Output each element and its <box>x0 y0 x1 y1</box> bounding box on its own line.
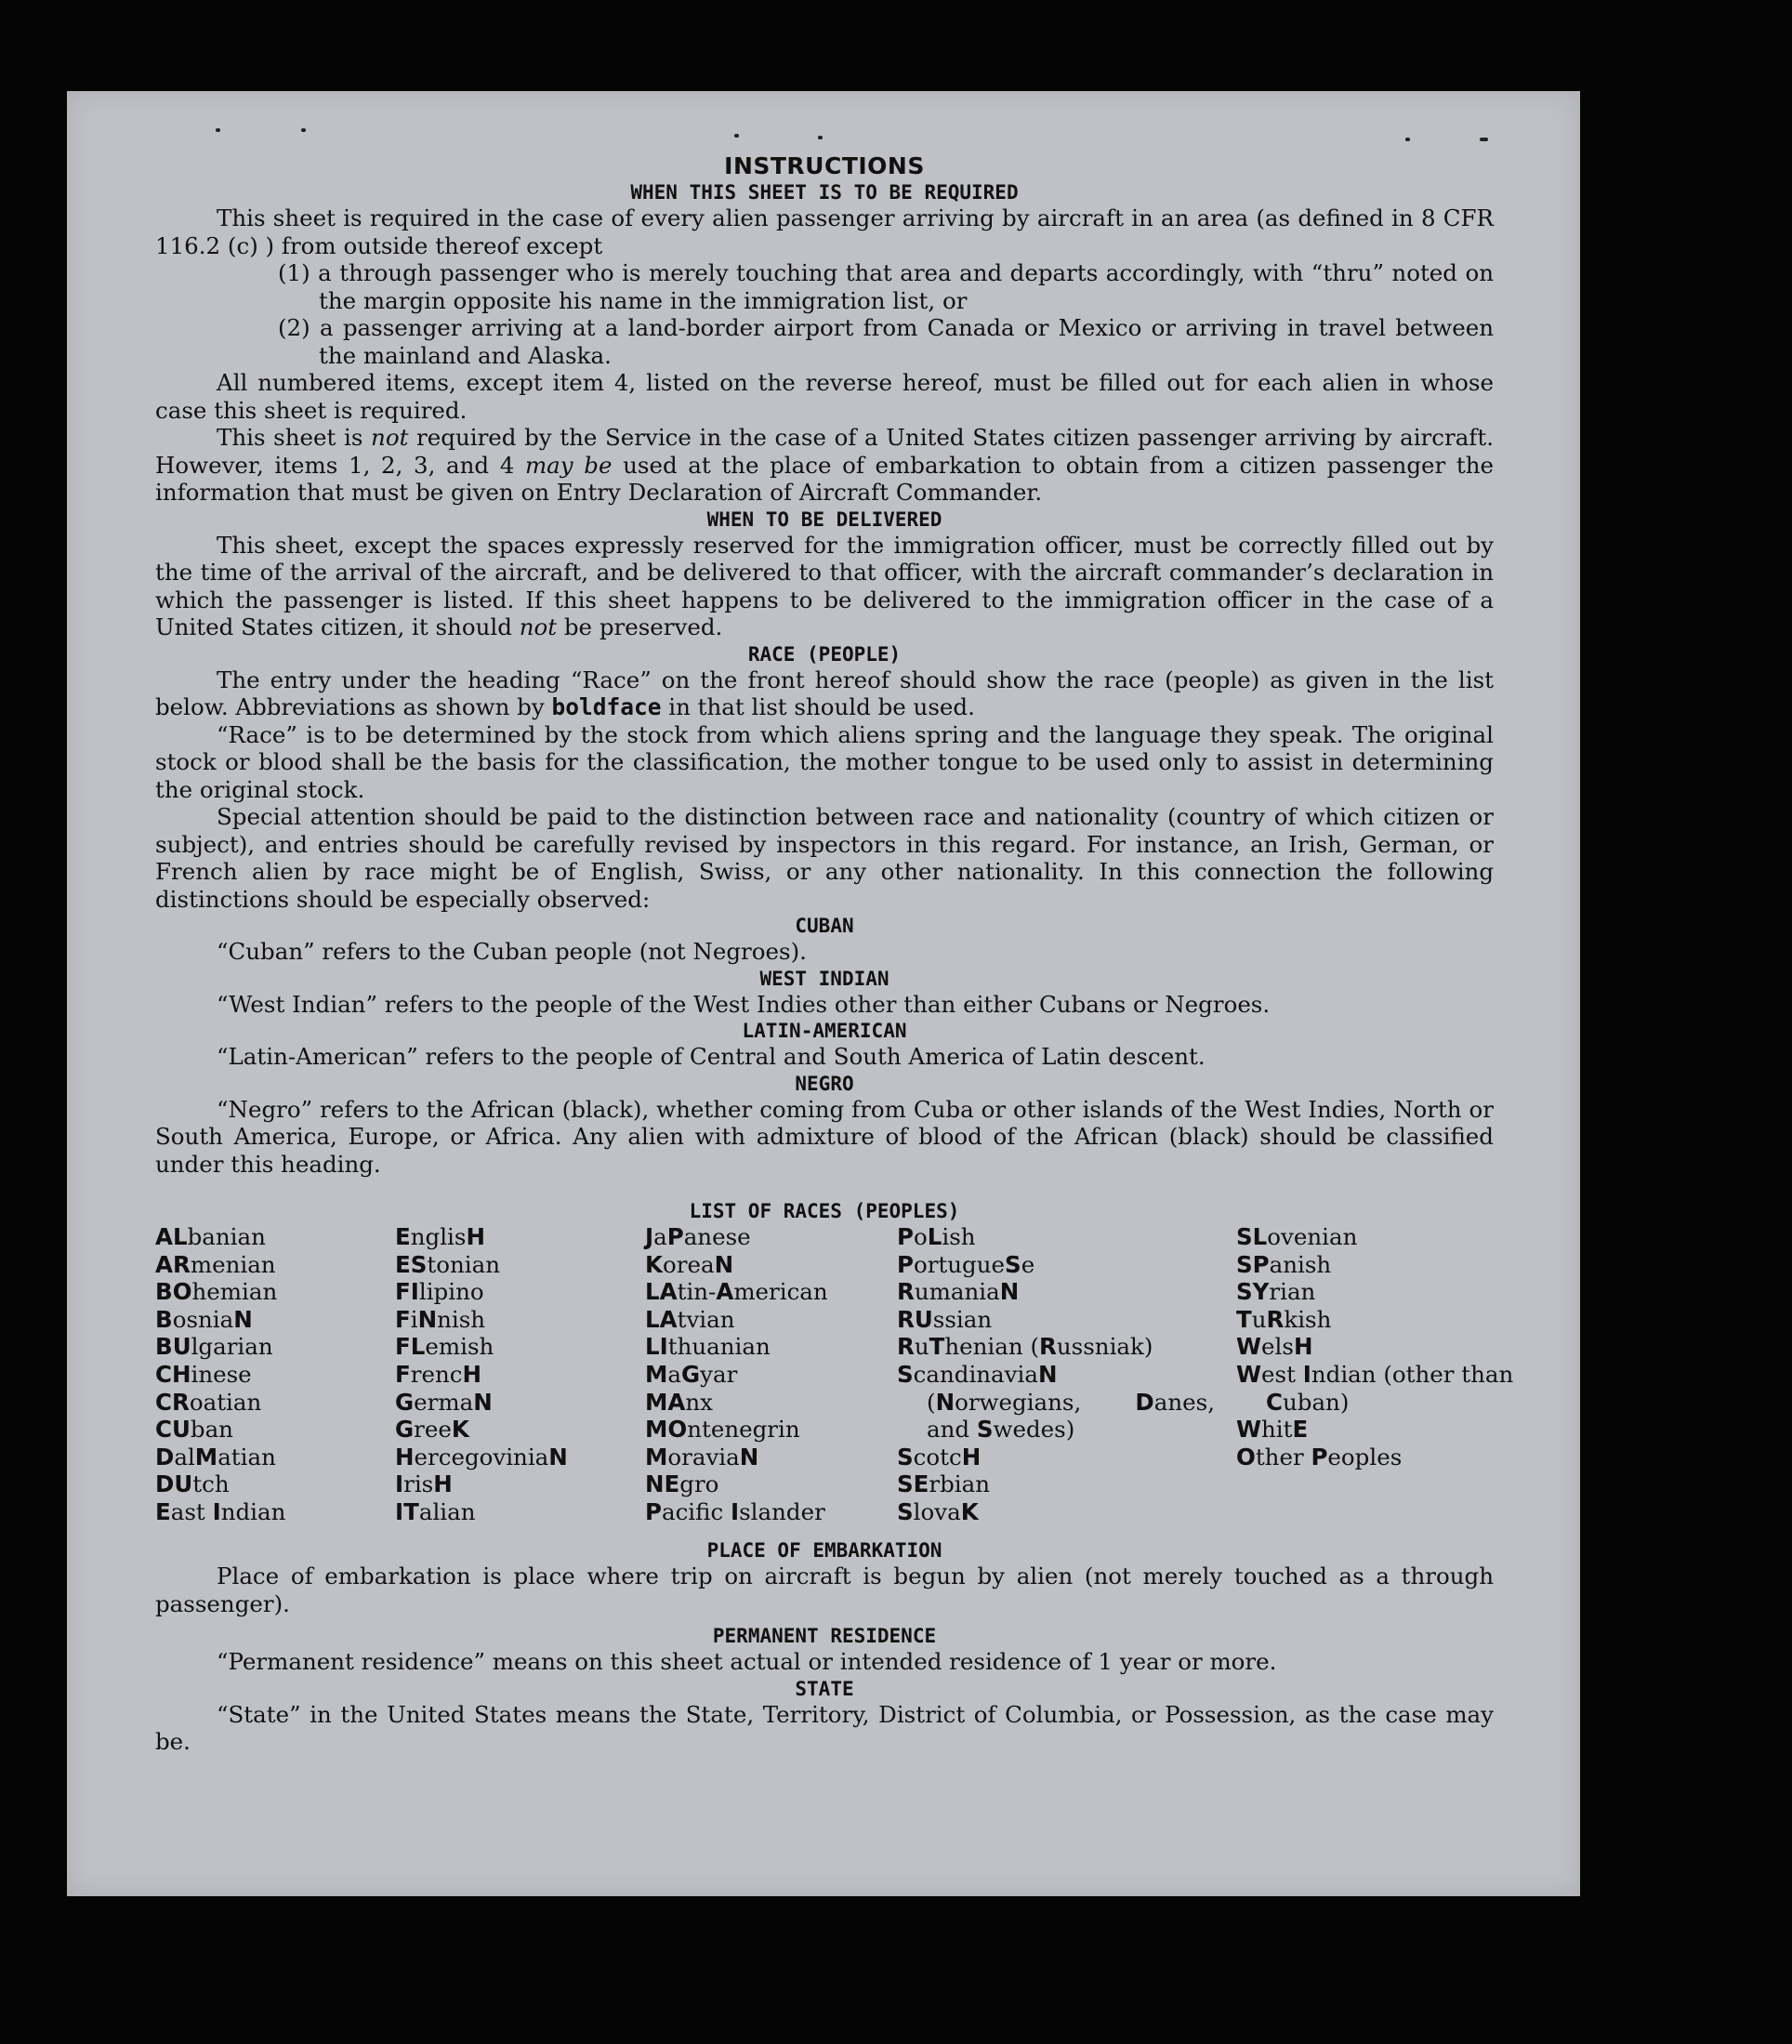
exception-item-2: (2) a passenger arriving at a land-border airport from Canada or Mexico or arriving in travel between the mainland and Alaska. <box>278 314 1494 369</box>
paragraph-race-entry: The entry under the heading “Race” on the front hereof should show the race (people) as given in the list below. Abbreviations as shown by boldface in that list should be used. <box>155 666 1494 720</box>
paragraph-required: This sheet is required in the case of every alien passenger arriving by aircraft in an area (as defined in 8 CFR 116.2 (c) ) from outside thereof except <box>155 204 1494 259</box>
list-item: RuThenian (Russniak) <box>897 1333 1153 1361</box>
paragraph-negro: “Negro” refers to the African (black), whether coming from Cuba or other islands of the West Indies, North or South America, Europe, or Africa. Any alien with admixture of blood of the African (black) should be classified under this heading. <box>155 1095 1494 1178</box>
heading-cuban: CUBAN <box>795 915 854 937</box>
races-column-3 <box>645 1223 887 1526</box>
list-item: SLovenian <box>1236 1223 1358 1250</box>
list-item: GreeK <box>395 1416 469 1444</box>
heading-latin-american: LATIN-AMERICAN <box>742 1020 907 1042</box>
list-item: TuRkish <box>1236 1305 1332 1333</box>
list-item: RumaniaN <box>897 1278 1020 1306</box>
list-item: CUban <box>155 1416 233 1444</box>
list-item: MoraviaN <box>645 1443 759 1470</box>
paragraph-embarkation: Place of embarkation is place where trip on aircraft is begun by alien (not merely touched as a through passenger). <box>155 1563 1494 1617</box>
heading-state: STATE <box>795 1677 854 1700</box>
list-item: WelsH <box>1236 1333 1313 1361</box>
races-list <box>155 1223 1514 1530</box>
heading-when-required: WHEN THIS SHEET IS TO BE REQUIRED <box>630 181 1019 204</box>
heading-list-of-races: LIST OF RACES (PEOPLES) <box>689 1200 960 1222</box>
paragraph-race-nationality: Special attention should be paid to the distinction between race and nationality (country of which citizen or subject), and entries should be carefully revised by inspectors in this regard. For instance, an Irish, German, or French alien by race might be of English, Swiss, or any other nationality. In this connection the following distinctions should be especially observed: <box>155 803 1494 913</box>
list-item: LIthuanian <box>645 1333 771 1361</box>
paragraph-residence: “Permanent residence” means on this sheet actual or intended residence of 1 year or more. <box>217 1648 1277 1675</box>
list-item: IrisH <box>395 1470 453 1498</box>
list-item: NEgro <box>645 1470 719 1498</box>
list-item: RUssian <box>897 1305 993 1333</box>
list-item: SPanish <box>1236 1250 1332 1278</box>
heading-permanent-residence: PERMANENT RESIDENCE <box>712 1625 937 1647</box>
list-item: BosniaN <box>155 1305 253 1333</box>
list-item: ITalian <box>395 1497 476 1525</box>
heading-race: RACE (PEOPLE) <box>747 642 902 666</box>
exception-item-1: (1) a through passenger who is merely touching that area and departs accordingly, with “thru” noted on the margin opposite his name in the immigration list, or <box>278 259 1494 314</box>
heading-place-of-embarkation: PLACE OF EMBARKATION <box>706 1539 942 1562</box>
paragraph-west-indian: “West Indian” refers to the people of the West Indies other than either Cubans or Negroes. <box>217 990 1271 1018</box>
list-item: LAtin-American <box>645 1278 828 1306</box>
list-item: CHinese <box>155 1360 252 1388</box>
list-item: SlovaK <box>897 1497 979 1525</box>
list-item: PortugueSe <box>897 1250 1035 1278</box>
list-item: LAtvian <box>645 1305 735 1333</box>
list-item: ARmenian <box>155 1250 276 1278</box>
list-item: East Indian <box>155 1497 286 1525</box>
list-item: West Indian (other than Cuban) <box>1236 1360 1514 1416</box>
heading-when-delivered: WHEN TO BE DELIVERED <box>706 508 942 531</box>
list-item: MAnx <box>645 1388 713 1416</box>
list-item: FrencH <box>395 1360 481 1388</box>
list-item: PoLish <box>897 1223 976 1250</box>
heading-west-indian: WEST INDIAN <box>759 967 889 990</box>
list-item: KoreaN <box>645 1250 734 1278</box>
paragraph-race-stock: “Race” is to be determined by the stock from which aliens spring and the language they speak. The original stock or blood shall be the basis for the classification, the mother tongue to be used only to assist in determining the original stock. <box>155 720 1494 803</box>
list-item: EnglisH <box>395 1223 485 1250</box>
races-column-5 <box>1236 1223 1514 1470</box>
list-item: JaPanese <box>645 1223 751 1250</box>
list-item: DUtch <box>155 1470 230 1498</box>
instructions-content <box>155 152 1514 1756</box>
list-item: Pacific Islander <box>645 1497 825 1525</box>
list-item: Other Peoples <box>1236 1443 1403 1470</box>
list-item: MaGyar <box>645 1360 738 1388</box>
list-item: BOhemian <box>155 1278 278 1306</box>
paragraph-cuban: “Cuban” refers to the Cuban people (not Negroes). <box>217 938 807 965</box>
document-sheet <box>67 91 1580 1896</box>
paragraph-state: “State” in the United States means the State, Territory, District of Columbia, or Possession, as the case may be. <box>155 1700 1494 1755</box>
list-item: EStonian <box>395 1250 501 1278</box>
paragraph-delivered: This sheet, except the spaces expressly reserved for the immigration officer, must be correctly filled out by the time of the arrival of the aircraft, and be delivered to that officer, with the aircraft commander’s declaration in which the passenger is listed. If this sheet happens to be delivered to the immigration officer in the case of a United States citizen, it should not be preserved. <box>155 531 1494 640</box>
list-item: GermaN <box>395 1388 493 1416</box>
list-item: ScandinaviaN (Norwegians, Danes, and Swedes) <box>897 1360 1215 1444</box>
list-item: SYrian <box>1236 1278 1316 1306</box>
list-item: SErbian <box>897 1470 991 1498</box>
list-item: BUlgarian <box>155 1333 273 1361</box>
paragraph-numbered-items: All numbered items, except item 4, listed on the reverse hereof, must be filled out for each alien in whose case this sheet is required. <box>155 369 1494 424</box>
list-item: ALbanian <box>155 1223 266 1250</box>
paragraph-latin-american: “Latin-American” refers to the people of Central and South America of Latin descent. <box>217 1043 1206 1070</box>
list-item: ScotcH <box>897 1443 982 1470</box>
list-item: FiNnish <box>395 1305 486 1333</box>
heading-negro: NEGRO <box>795 1072 854 1095</box>
list-item: DalMatian <box>155 1443 276 1470</box>
list-item: HercegoviniaN <box>395 1443 568 1470</box>
races-column-4 <box>897 1223 1215 1526</box>
races-column-2 <box>395 1223 627 1526</box>
page-title: INSTRUCTIONS <box>724 152 925 179</box>
paragraph-citizen: This sheet is not required by the Service in the case of a United States citizen passenger arriving by aircraft. However, items 1, 2, 3, and 4 may be used at the place of embarkation to obtain from a citizen passenger the information that must be given on Entry Declaration of Aircraft Commander. <box>155 424 1494 506</box>
list-item: FIlipino <box>395 1278 484 1306</box>
races-column-1 <box>155 1223 378 1526</box>
list-item: CRoatian <box>155 1388 262 1416</box>
list-item: WhitE <box>1236 1416 1309 1444</box>
list-item: FLemish <box>395 1333 494 1361</box>
list-item: MOntenegrin <box>645 1416 800 1444</box>
